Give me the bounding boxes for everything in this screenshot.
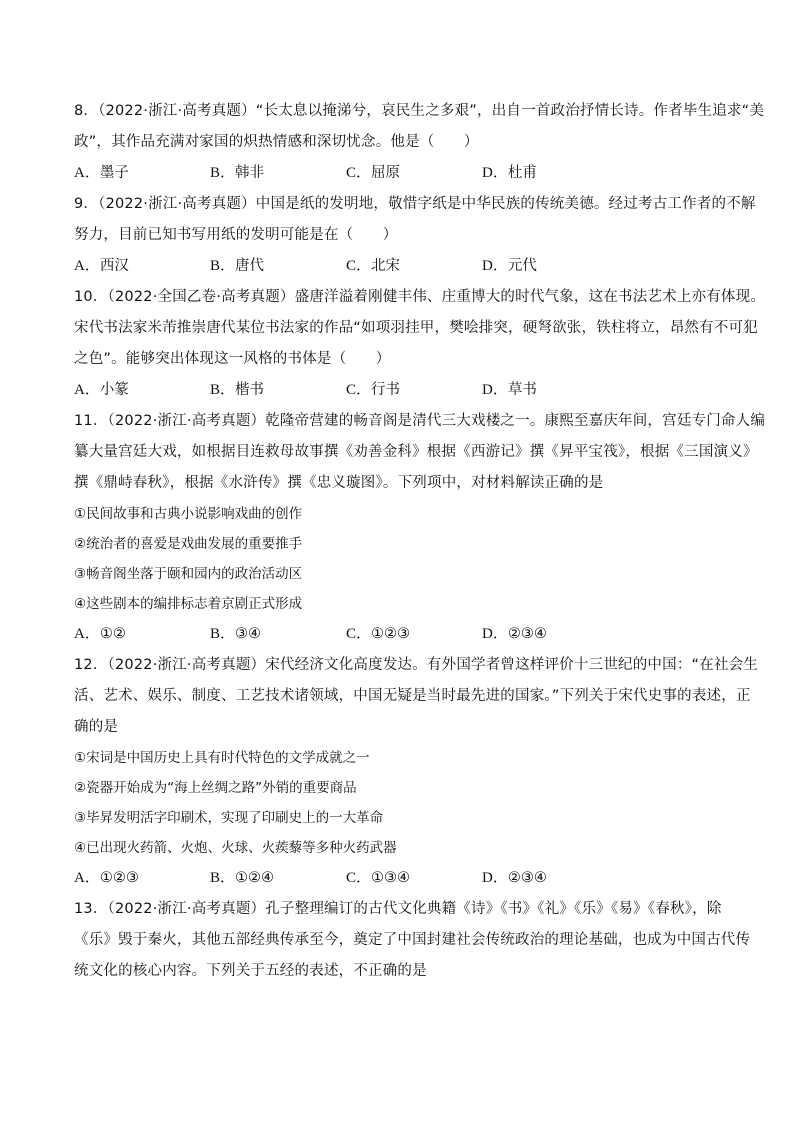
stem-line: 10．（2022·全国乙卷·高考真题）盛唐洋溢着刚健丰伟、庄重博大的时代气象，这在书法艺术上亦有体现。 <box>74 289 766 305</box>
stem-line: 努力，目前已知书写用纸的发明可能是在（ ） <box>74 227 398 243</box>
statement-3: ③畅音阁坐落于颐和园内的政治活动区 <box>74 566 303 582</box>
stem-line: 之色”。能够突出体现这一风格的书体是（ ） <box>74 351 391 367</box>
option-b: B．③④ <box>210 626 262 642</box>
statement-1: ①宋词是中国历史上具有时代特色的文学成就之一 <box>74 750 370 766</box>
question-9 <box>74 189 756 282</box>
question-stem <box>74 282 766 375</box>
option-d: D．草书 <box>482 382 537 398</box>
question-11 <box>74 406 766 650</box>
answer-options <box>74 375 724 406</box>
answer-options <box>74 863 724 894</box>
statement-2: ②瓷器开始成为“海上丝绸之路”外销的重要商品 <box>74 780 357 796</box>
stem-line: 撰《鼎峙春秋》，根据《水浒传》撰《忠义璇图》。下列项中，对材料解读正确的是 <box>74 475 604 491</box>
statement-4: ④这些剧本的编排标志着京剧正式形成 <box>74 596 303 612</box>
stem-line: 政”，其作品充满对家国的炽热情感和深切忧念。他是（ ） <box>74 134 479 150</box>
stem-line: 《乐》毁于秦火，其他五部经典传承至今，奠定了中国封建社会传统政治的理论基础，也成为中国古代传 <box>74 932 751 948</box>
statement-4: ④已出现火药箭、火炮、火球、火蒺藜等多种火药武器 <box>74 840 397 856</box>
statement-1: ①民间故事和古典小说影响戏曲的创作 <box>74 506 303 522</box>
option-b: B．楷书 <box>210 382 265 398</box>
question-stem <box>74 650 759 743</box>
question-stem <box>74 894 751 987</box>
option-c: C．①③④ <box>346 870 411 886</box>
question-10 <box>74 282 766 406</box>
option-a: A．小篆 <box>74 382 129 398</box>
option-c: C．屈原 <box>346 165 401 181</box>
stem-line: 12．（2022·浙江·高考真题）宋代经济文化高度发达。有外国学者曾这样评价十三世纪的中国：“在社会生 <box>74 657 759 673</box>
stem-line: 纂大量宫廷大戏，如根据目连救母故事撰《劝善金科》根据《西游记》撰《昇平宝筏》，根据《三国演义》 <box>74 444 758 460</box>
stem-line: 13．（2022·浙江·高考真题）孔子整理编订的古代文化典籍《诗》《书》《礼》《乐》《易》《春秋》，除 <box>74 901 722 917</box>
stem-line: 活、艺术、娱乐、制度、工艺技术诸领域，中国无疑是当时最先进的国家。”下列关于宋代史事的表述，正 <box>74 688 751 704</box>
option-d: D．②③④ <box>482 626 547 642</box>
option-b: B．韩非 <box>210 165 265 181</box>
option-d: D．元代 <box>482 258 537 274</box>
option-a: A．西汉 <box>74 258 129 274</box>
question-stem <box>74 406 766 499</box>
stem-line: 确的是 <box>74 719 119 735</box>
stem-line: 9．（2022·浙江·高考真题）中国是纸的发明地，敬惜字纸是中华民族的传统美德。经过考古工作者的不解 <box>74 196 756 212</box>
answer-options <box>74 251 724 282</box>
option-d: D．②③④ <box>482 870 547 886</box>
option-b: B．唐代 <box>210 258 265 274</box>
stem-line: 8．（2022·浙江·高考真题）“长太息以掩涕兮，哀民生之多艰”，出自一首政治抒情长诗。作者毕生追求“美 <box>74 103 765 119</box>
answer-options <box>74 619 724 650</box>
option-a: A．①② <box>74 626 126 642</box>
stem-line: 宋代书法家米芾推崇唐代某位书法家的作品“如项羽挂甲，樊哙排突，硬弩欲张，铁柱将立，昂然有不可犯 <box>74 320 758 336</box>
question-13 <box>74 894 751 987</box>
stem-line: 统文化的核心内容。下列关于五经的表述，不正确的是 <box>74 963 427 979</box>
option-c: C．北宋 <box>346 258 401 274</box>
question-12 <box>74 650 759 894</box>
question-stem <box>74 189 756 251</box>
statement-3: ③毕昇发明活字印刷术，实现了印刷史上的一大革命 <box>74 810 384 826</box>
statement-2: ②统治者的喜爱是戏曲发展的重要推手 <box>74 536 303 552</box>
option-a: A．墨子 <box>74 165 129 181</box>
exam-page <box>74 96 766 987</box>
option-d: D．杜甫 <box>482 165 537 181</box>
answer-options <box>74 158 724 189</box>
stem-line: 11．（2022·浙江·高考真题）乾隆帝营建的畅音阁是清代三大戏楼之一。康熙至嘉庆年间，宫廷专门命人编 <box>74 413 766 429</box>
option-c: C．行书 <box>346 382 401 398</box>
option-a: A．①②③ <box>74 870 139 886</box>
question-8 <box>74 96 765 189</box>
question-stem <box>74 96 765 158</box>
option-b: B．①②④ <box>210 870 275 886</box>
option-c: C．①②③ <box>346 626 411 642</box>
